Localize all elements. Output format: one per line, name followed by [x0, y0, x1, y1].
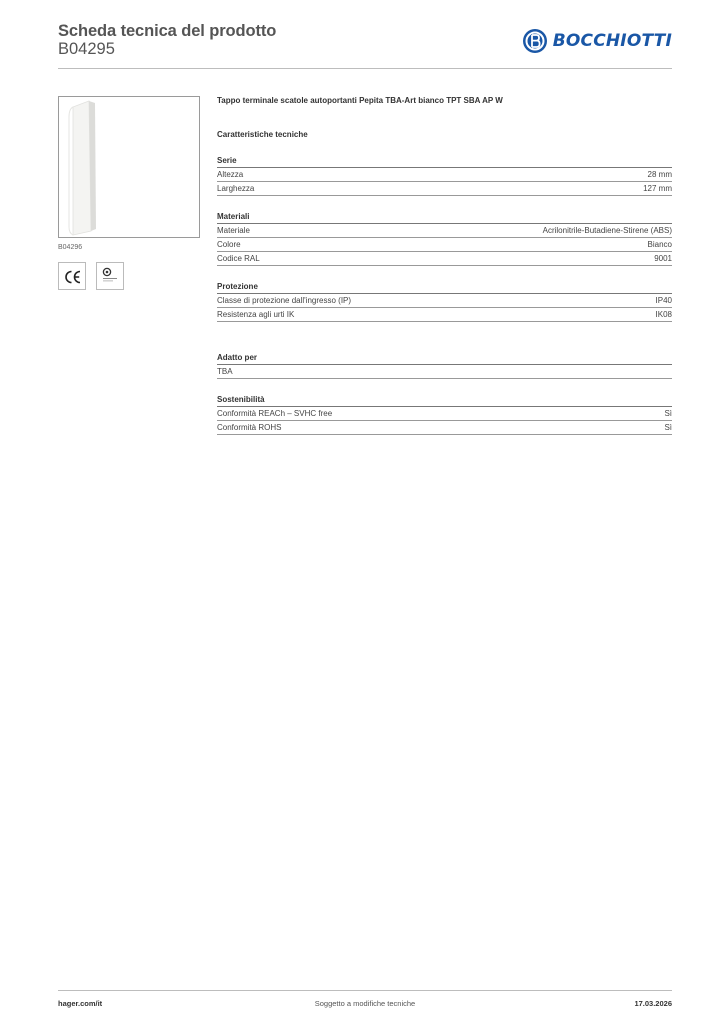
- spec-row: [217, 224, 672, 238]
- group-serie: [217, 155, 672, 196]
- quality-mark-badge: [96, 262, 124, 290]
- spec-row: [217, 294, 672, 308]
- group-title: Protezione: [217, 281, 672, 294]
- spec-row: [217, 421, 672, 435]
- spec-value: Bianco: [647, 240, 672, 249]
- group-protezione: [217, 281, 672, 322]
- spec-row: [217, 182, 672, 196]
- spec-row: [217, 252, 672, 266]
- group-title: Materiali: [217, 211, 672, 224]
- spec-row: [217, 365, 672, 379]
- spec-label: Resistenza agli urti IK: [217, 310, 295, 319]
- spec-row: [217, 308, 672, 322]
- bocchiotti-logo-icon: [522, 28, 548, 54]
- spec-label: Codice RAL: [217, 254, 260, 263]
- spec-value: IP40: [655, 296, 672, 305]
- spec-value: Sì: [664, 409, 672, 418]
- page-header: [58, 22, 672, 69]
- brand-logo: [522, 28, 672, 54]
- page-footer: [58, 990, 672, 1015]
- footer-date: 17.03.2026: [634, 999, 672, 1008]
- page-title: Scheda tecnica del prodotto: [58, 22, 277, 40]
- spec-value: 127 mm: [643, 184, 672, 193]
- ce-mark-badge: [58, 262, 86, 290]
- spec-label: Conformità ROHS: [217, 423, 282, 432]
- group-title: Serie: [217, 155, 672, 168]
- spec-label: Larghezza: [217, 184, 255, 193]
- ce-mark-icon: [59, 263, 87, 291]
- product-description: Tappo terminale scatole autoportanti Pepita TBA-Art bianco TPT SBA AP W: [217, 96, 503, 105]
- spec-value: 9001: [654, 254, 672, 263]
- spec-label: Classe di protezione dall'ingresso (IP): [217, 296, 352, 305]
- group-adatto-per: [217, 352, 672, 379]
- spec-label: Altezza: [217, 170, 244, 179]
- section-label: Caratteristiche tecniche: [217, 130, 308, 139]
- technical-sheet: [217, 96, 672, 435]
- spec-value: 28 mm: [647, 170, 672, 179]
- spec-label: TBA: [217, 367, 233, 376]
- spec-value: IK08: [655, 310, 672, 319]
- spec-label: Materiale: [217, 226, 250, 235]
- quality-mark-icon: [97, 263, 125, 291]
- product-code: B04295: [58, 40, 115, 58]
- product-image: [58, 96, 200, 238]
- image-caption: B04296: [58, 244, 83, 251]
- spec-row: [217, 238, 672, 252]
- footer-disclaimer: Soggetto a modifiche tecniche: [314, 999, 416, 1008]
- spec-value: Acrilonitrile-Butadiene-Stirene (ABS): [542, 226, 672, 235]
- logo-text: BOCCHIOTTI: [552, 31, 672, 51]
- spec-label: Conformità REACh – SVHC free: [217, 409, 333, 418]
- spec-label: Colore: [217, 240, 241, 249]
- group-title: Sostenibilità: [217, 394, 672, 407]
- group-title: Adatto per: [217, 352, 672, 365]
- spec-row: [217, 407, 672, 421]
- spec-value: Sì: [664, 423, 672, 432]
- group-sostenibilita: [217, 394, 672, 435]
- group-materiali: [217, 211, 672, 266]
- footer-website-link[interactable]: hager.com/it: [58, 999, 103, 1008]
- spec-row: [217, 168, 672, 182]
